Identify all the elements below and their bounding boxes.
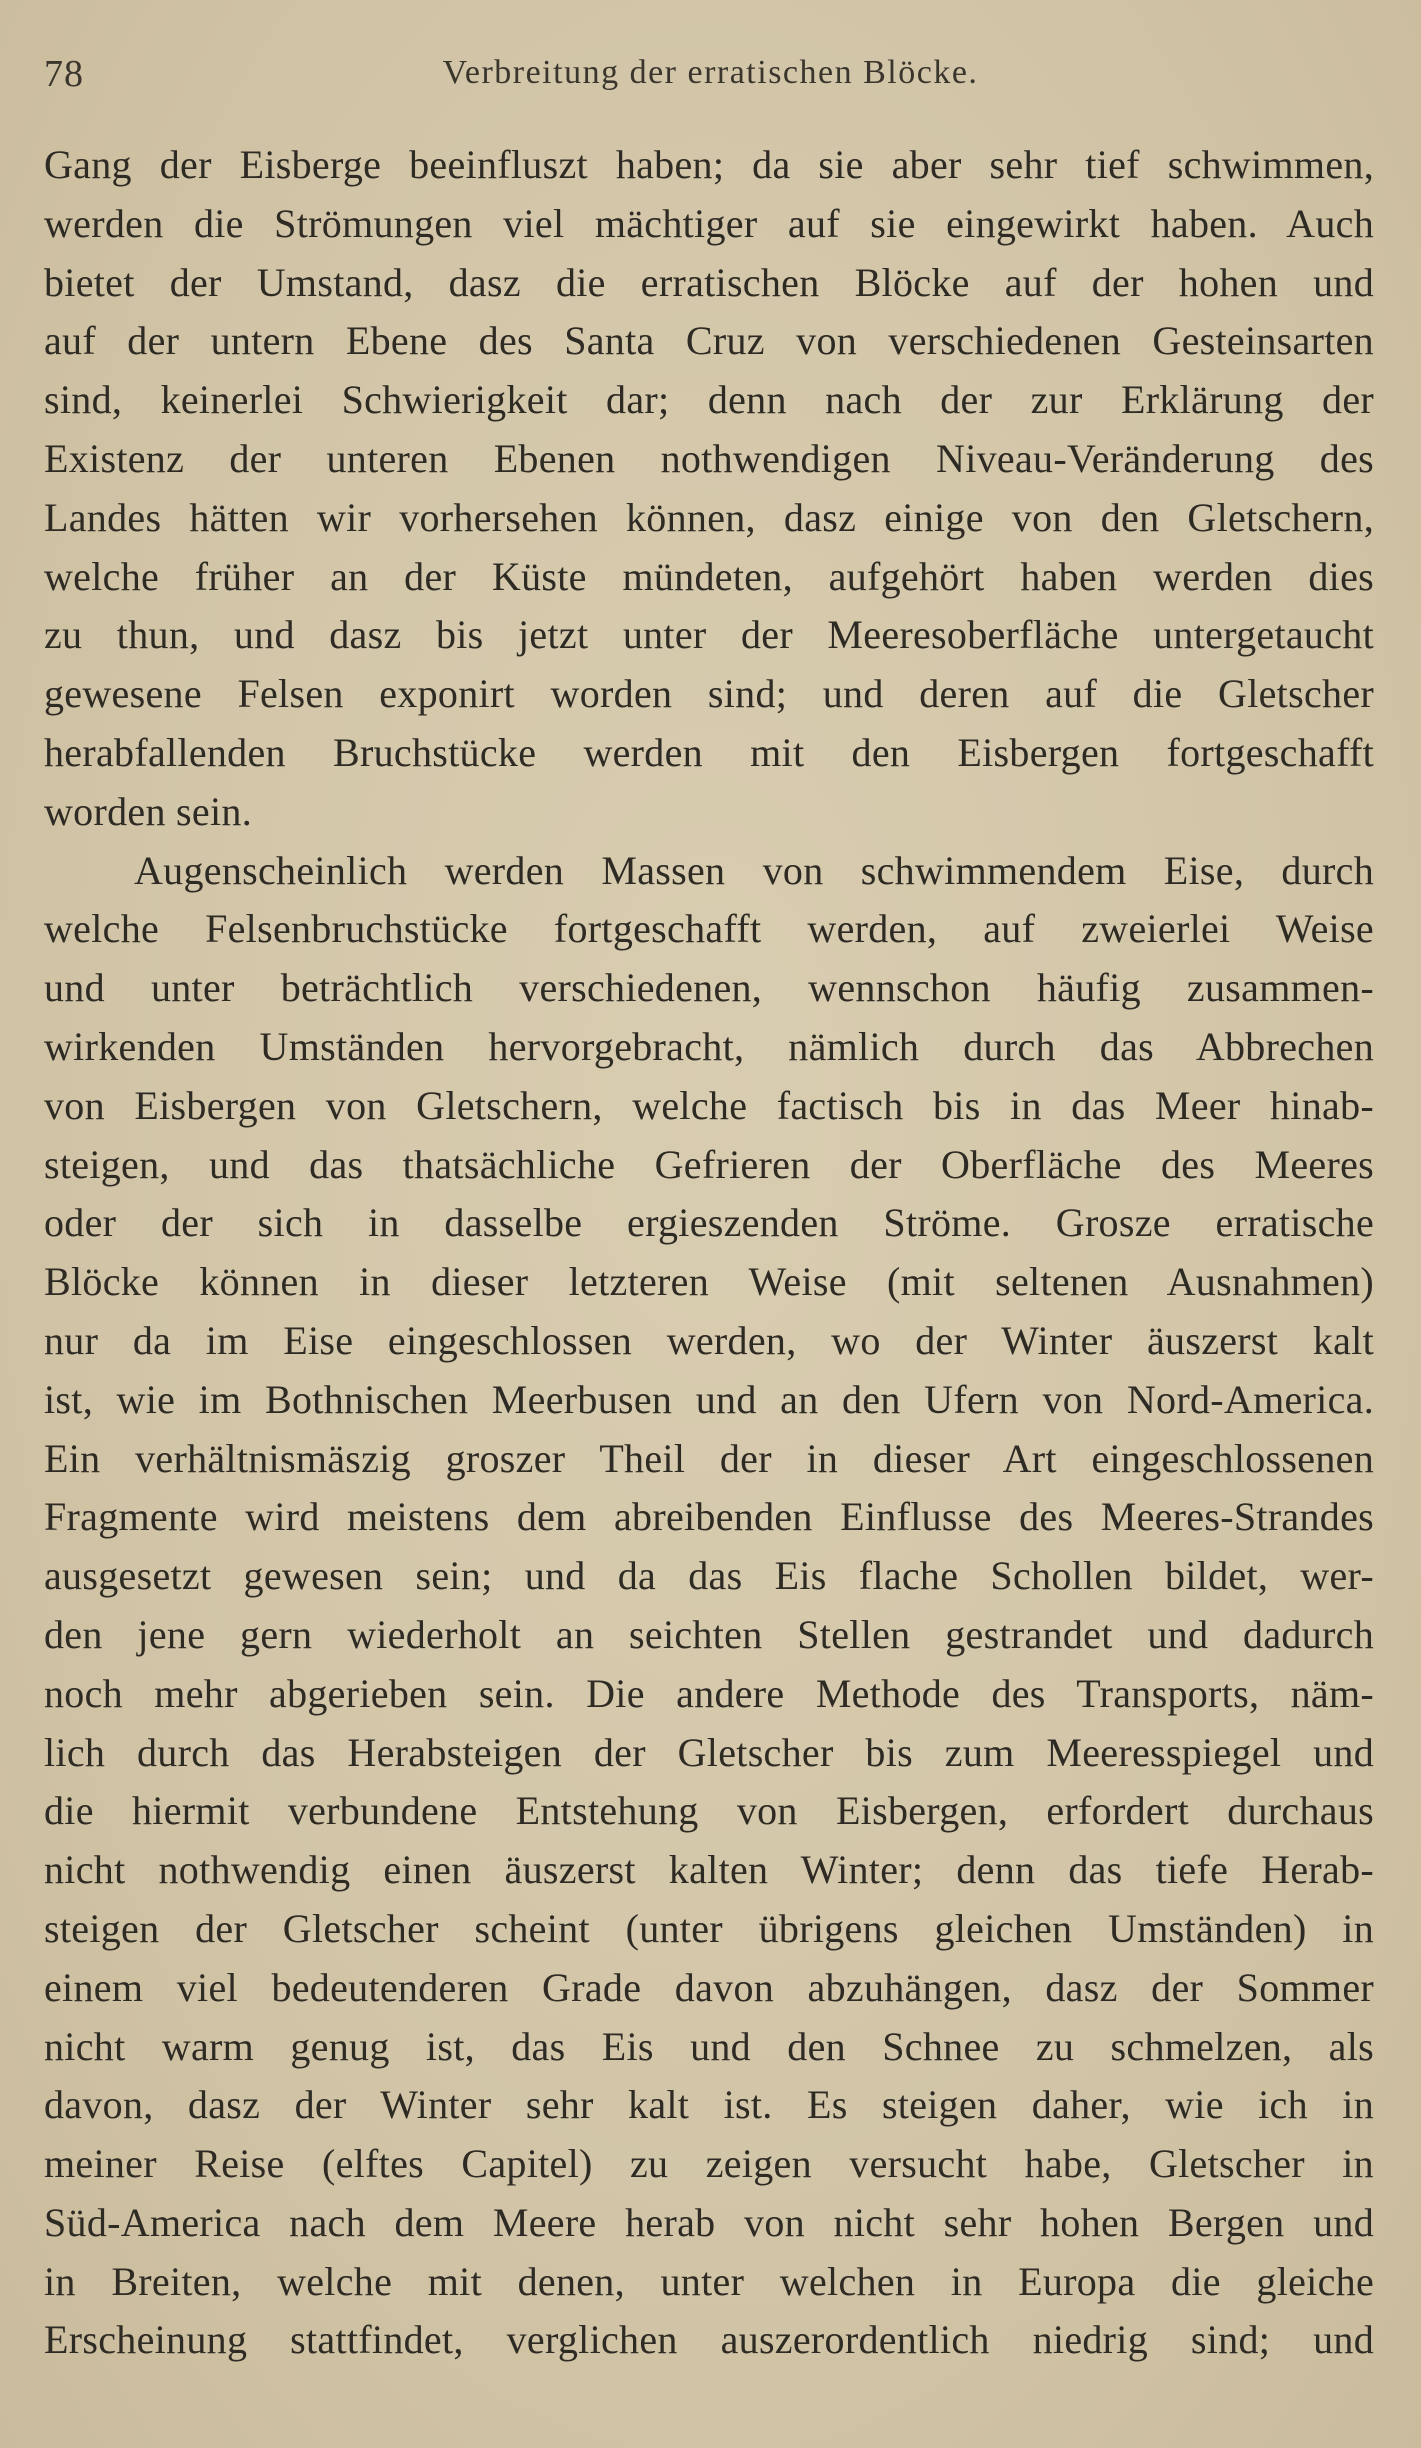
text-line: noch mehr abgerieben sein. Die andere Methode des Transports, näm- (44, 1670, 1374, 1716)
text-line: sind, keinerlei Schwierigkeit dar; denn nach der zur Erklärung der (44, 377, 1374, 423)
text-line: Gang der Eisberge beeinfluszt haben; da sie aber sehr tief schwimmen, (44, 142, 1374, 187)
text-line: in Breiten, welche mit denen, unter welchen in Europa die gleiche (44, 2258, 1374, 2304)
text-line: Landes hätten wir vorhersehen können, dasz einige von den Gletschern, (44, 494, 1374, 540)
body-text (44, 136, 1374, 2370)
text-line: gewesene Felsen exponirt worden sind; und deren auf die Gletscher (44, 671, 1374, 717)
paragraph-2 (44, 842, 1374, 2371)
text-line: worden sein. (44, 788, 252, 834)
text-line: den jene gern wiederholt an seichten Stellen gestrandet und dadurch (44, 1611, 1374, 1657)
text-line: auf der untern Ebene des Santa Cruz von verschiedenen Gesteinsarten (44, 318, 1374, 364)
text-line: steigen der Gletscher scheint (unter übrigens gleichen Umständen) in (44, 1905, 1374, 1951)
text-line: von Eisbergen von Gletschern, welche factisch bis in das Meer hinab- (44, 1082, 1374, 1128)
text-line: nicht nothwendig einen äuszerst kalten Winter; denn das tiefe Herab- (44, 1847, 1374, 1893)
text-line: davon, dasz der Winter sehr kalt ist. Es steigen daher, wie ich in (44, 2082, 1374, 2128)
paragraph-1 (44, 136, 1374, 842)
text-line: zu thun, und dasz bis jetzt unter der Meeresoberfläche untergetaucht (44, 612, 1374, 658)
text-line: herabfallenden Bruchstücke werden mit den Eisbergen fortgeschafft (44, 729, 1374, 775)
text-line: welche früher an der Küste mündeten, aufgehört haben werden dies (44, 553, 1374, 599)
text-line: Fragmente wird meistens dem abreibenden Einflusse des Meeres-Strandes (44, 1494, 1374, 1540)
text-line: nur da im Eise eingeschlossen werden, wo der Winter äuszerst kalt (44, 1317, 1374, 1363)
text-line: die hiermit verbundene Entstehung von Eisbergen, erfordert durchaus (44, 1788, 1374, 1834)
text-line: meiner Reise (elftes Capitel) zu zeigen versucht habe, Gletscher in (44, 2141, 1374, 2187)
text-line: Ein verhältnismäszig groszer Theil der in dieser Art eingeschlossenen (44, 1435, 1374, 1481)
running-title: Verbreitung der erratischen Blöcke. (442, 54, 979, 91)
text-line: steigen, und das thatsächliche Gefrieren der Oberfläche des Meeres (44, 1141, 1374, 1187)
text-line: Erscheinung stattfindet, verglichen auszerordentlich niedrig sind; und (44, 2317, 1374, 2363)
text-line: wirkenden Umständen hervorgebracht, nämlich durch das Abbrechen (44, 1023, 1374, 1069)
text-line: welche Felsenbruchstücke fortgeschafft werden, auf zweierlei Weise (44, 906, 1374, 952)
text-line: ausgesetzt gewesen sein; und da das Eis flache Schollen bildet, wer- (44, 1553, 1374, 1599)
text-line: Existenz der unteren Ebenen nothwendigen Niveau-Veränderung des (44, 435, 1374, 481)
text-line: bietet der Umstand, dasz die erratischen Blöcke auf der hohen und (44, 259, 1374, 305)
text-line: einem viel bedeutenderen Grade davon abzuhängen, dasz der Sommer (44, 1964, 1374, 2010)
text-line: werden die Strömungen viel mächtiger auf sie eingewirkt haben. Auch (44, 200, 1374, 246)
text-line: nicht warm genug ist, das Eis und den Schnee zu schmelzen, als (44, 2023, 1374, 2069)
page-number: 78 (44, 53, 84, 95)
text-line: oder der sich in dasselbe ergieszenden Ströme. Grosze erratische (44, 1200, 1374, 1246)
page-header (44, 52, 1377, 102)
text-line: Augenscheinlich werden Massen von schwimmendem Eise, durch (134, 847, 1374, 893)
text-line: Blöcke können in dieser letzteren Weise (mit seltenen Ausnahmen) (44, 1259, 1374, 1305)
text-line: lich durch das Herabsteigen der Gletscher bis zum Meeresspiegel und (44, 1729, 1374, 1775)
text-line: Süd-America nach dem Meere herab von nicht sehr hohen Bergen und (44, 2199, 1374, 2245)
text-line: und unter beträchtlich verschiedenen, wennschon häufig zusammen- (44, 965, 1374, 1011)
text-line: ist, wie im Bothnischen Meerbusen und an den Ufern von Nord-America. (44, 1376, 1374, 1422)
